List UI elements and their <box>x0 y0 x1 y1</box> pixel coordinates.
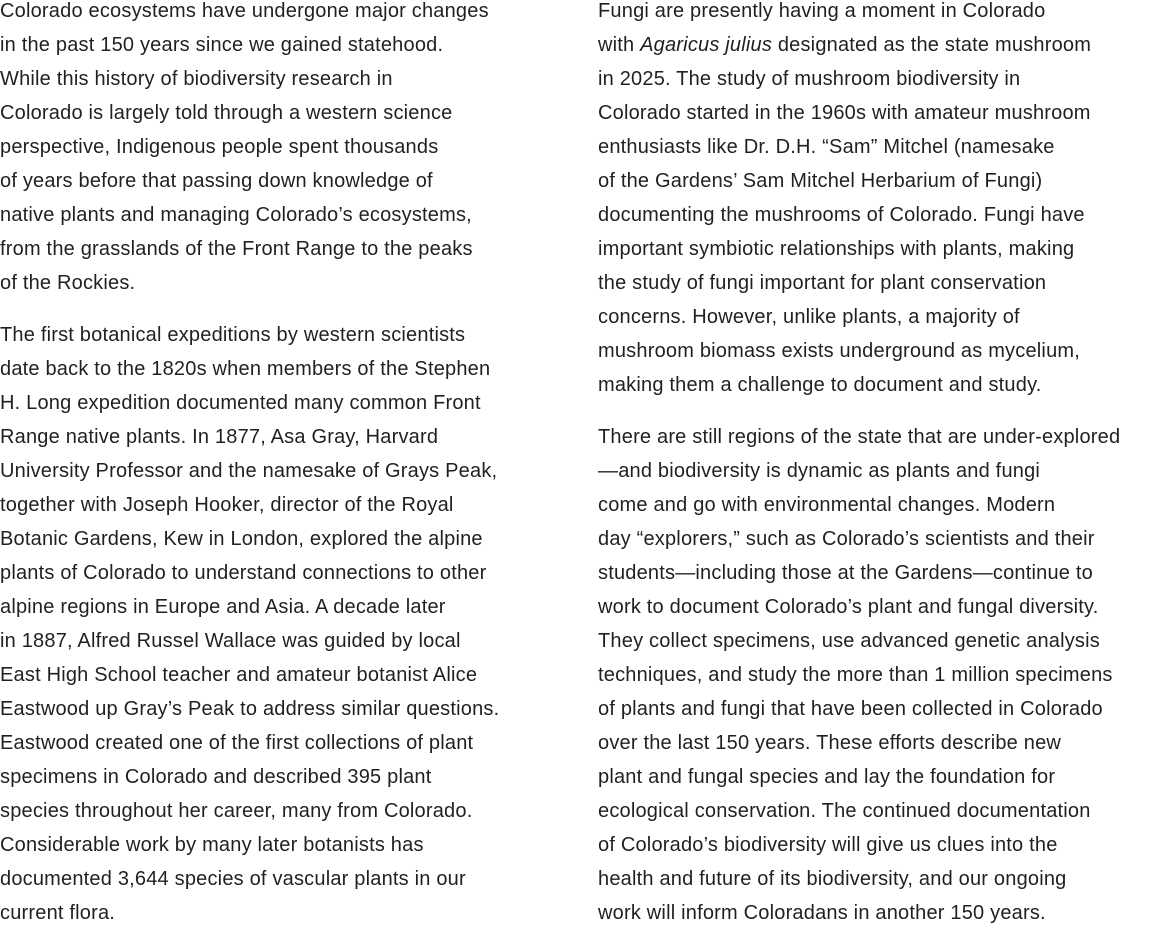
text-line: documented 3,644 species of vascular plants in our <box>0 868 466 890</box>
text-line: making them a challenge to document and study. <box>598 374 1042 396</box>
text-line: in 1887, Alfred Russel Wallace was guided by local <box>0 630 461 652</box>
text-line: of the Gardens’ Sam Mitchel Herbarium of Fungi) <box>598 170 1043 192</box>
text-line: specimens in Colorado and described 395 plant <box>0 766 432 788</box>
text-line: Botanic Gardens, Kew in London, explored the alpine <box>0 528 483 550</box>
text-line: day “explorers,” such as Colorado’s scientists and their <box>598 528 1095 550</box>
text-line: of the Rockies. <box>0 272 136 294</box>
text-line: The first botanical expeditions by western scientists <box>0 324 466 346</box>
paragraph-ecosystems-history <box>0 0 556 300</box>
text-line: in the past 150 years since we gained statehood. <box>0 34 444 56</box>
text-line: mushroom biomass exists underground as mycelium, <box>598 340 1081 362</box>
text-line: health and future of its biodiversity, and our ongoing <box>598 868 1067 890</box>
text-line: of plants and fungi that have been collected in Colorado <box>598 698 1103 720</box>
text-line: work to document Colorado’s plant and fungal diversity. <box>598 596 1099 618</box>
text-line: While this history of biodiversity research in <box>0 68 393 90</box>
text-line: perspective, Indigenous people spent thousands <box>0 136 439 158</box>
text-line: alpine regions in Europe and Asia. A decade later <box>0 596 446 618</box>
text-line: important symbiotic relationships with plants, making <box>598 238 1075 260</box>
text-line: documenting the mushrooms of Colorado. Fungi have <box>598 204 1085 226</box>
text-line: East High School teacher and amateur botanist Alice <box>0 664 478 686</box>
text-line: plants of Colorado to understand connections to other <box>0 562 487 584</box>
text-line: Eastwood created one of the first collections of plant <box>0 732 474 754</box>
text-line: native plants and managing Colorado’s ecosystems, <box>0 204 472 226</box>
text-segment: designated as the state mushroom <box>772 34 1092 56</box>
text-line: concerns. However, unlike plants, a majority of <box>598 306 1020 328</box>
text-line: techniques, and study the more than 1 million specimens <box>598 664 1113 686</box>
text-line: current flora. <box>0 902 116 924</box>
paragraph-botanical-expeditions <box>0 318 556 930</box>
text-line: Colorado ecosystems have undergone major changes <box>0 0 489 22</box>
text-line: work will inform Coloradans in another 150 years. <box>598 902 1046 924</box>
text-line: of years before that passing down knowledge of <box>0 170 433 192</box>
text-line: come and go with environmental changes. Modern <box>598 494 1056 516</box>
text-line: in 2025. The study of mushroom biodiversity in <box>598 68 1021 90</box>
text-line: Considerable work by many later botanists has <box>0 834 424 856</box>
text-line: date back to the 1820s when members of the Stephen <box>0 358 491 380</box>
text-line: students—including those at the Gardens—continue to <box>598 562 1093 584</box>
left-column <box>0 0 556 948</box>
text-line: Eastwood up Gray’s Peak to address similar questions. <box>0 698 500 720</box>
text-line: Colorado started in the 1960s with amateur mushroom <box>598 102 1091 124</box>
text-line: Fungi are presently having a moment in Colorado <box>598 0 1046 22</box>
text-segment: with <box>598 34 641 56</box>
text-line: There are still regions of the state that are under-explored <box>598 426 1121 448</box>
paragraph-under-explored-regions <box>598 420 1152 930</box>
text-line: H. Long expedition documented many common Front <box>0 392 481 414</box>
text-line: ecological conservation. The continued documentation <box>598 800 1091 822</box>
text-line: together with Joseph Hooker, director of the Royal <box>0 494 454 516</box>
text-line: the study of fungi important for plant conservation <box>598 272 1047 294</box>
text-line: Range native plants. In 1877, Asa Gray, Harvard <box>0 426 439 448</box>
text-line: of Colorado’s biodiversity will give us clues into the <box>598 834 1058 856</box>
text-line: over the last 150 years. These efforts describe new <box>598 732 1062 754</box>
text-line: University Professor and the namesake of Grays Peak, <box>0 460 498 482</box>
text-line: plant and fungal species and lay the foundation for <box>598 766 1056 788</box>
text-line: —and biodiversity is dynamic as plants and fungi <box>598 460 1041 482</box>
right-column <box>598 0 1152 948</box>
text-line: from the grasslands of the Front Range to the peaks <box>0 238 473 260</box>
paragraph-fungi-moment <box>598 0 1152 402</box>
text-line: enthusiasts like Dr. D.H. “Sam” Mitchel (namesake <box>598 136 1055 158</box>
text-line: They collect specimens, use advanced genetic analysis <box>598 630 1100 652</box>
text-line: Colorado is largely told through a western science <box>0 102 453 124</box>
text-line-with-species <box>598 28 1152 62</box>
text-line: species throughout her career, many from Colorado. <box>0 800 473 822</box>
species-name: Agaricus julius <box>640 34 773 56</box>
